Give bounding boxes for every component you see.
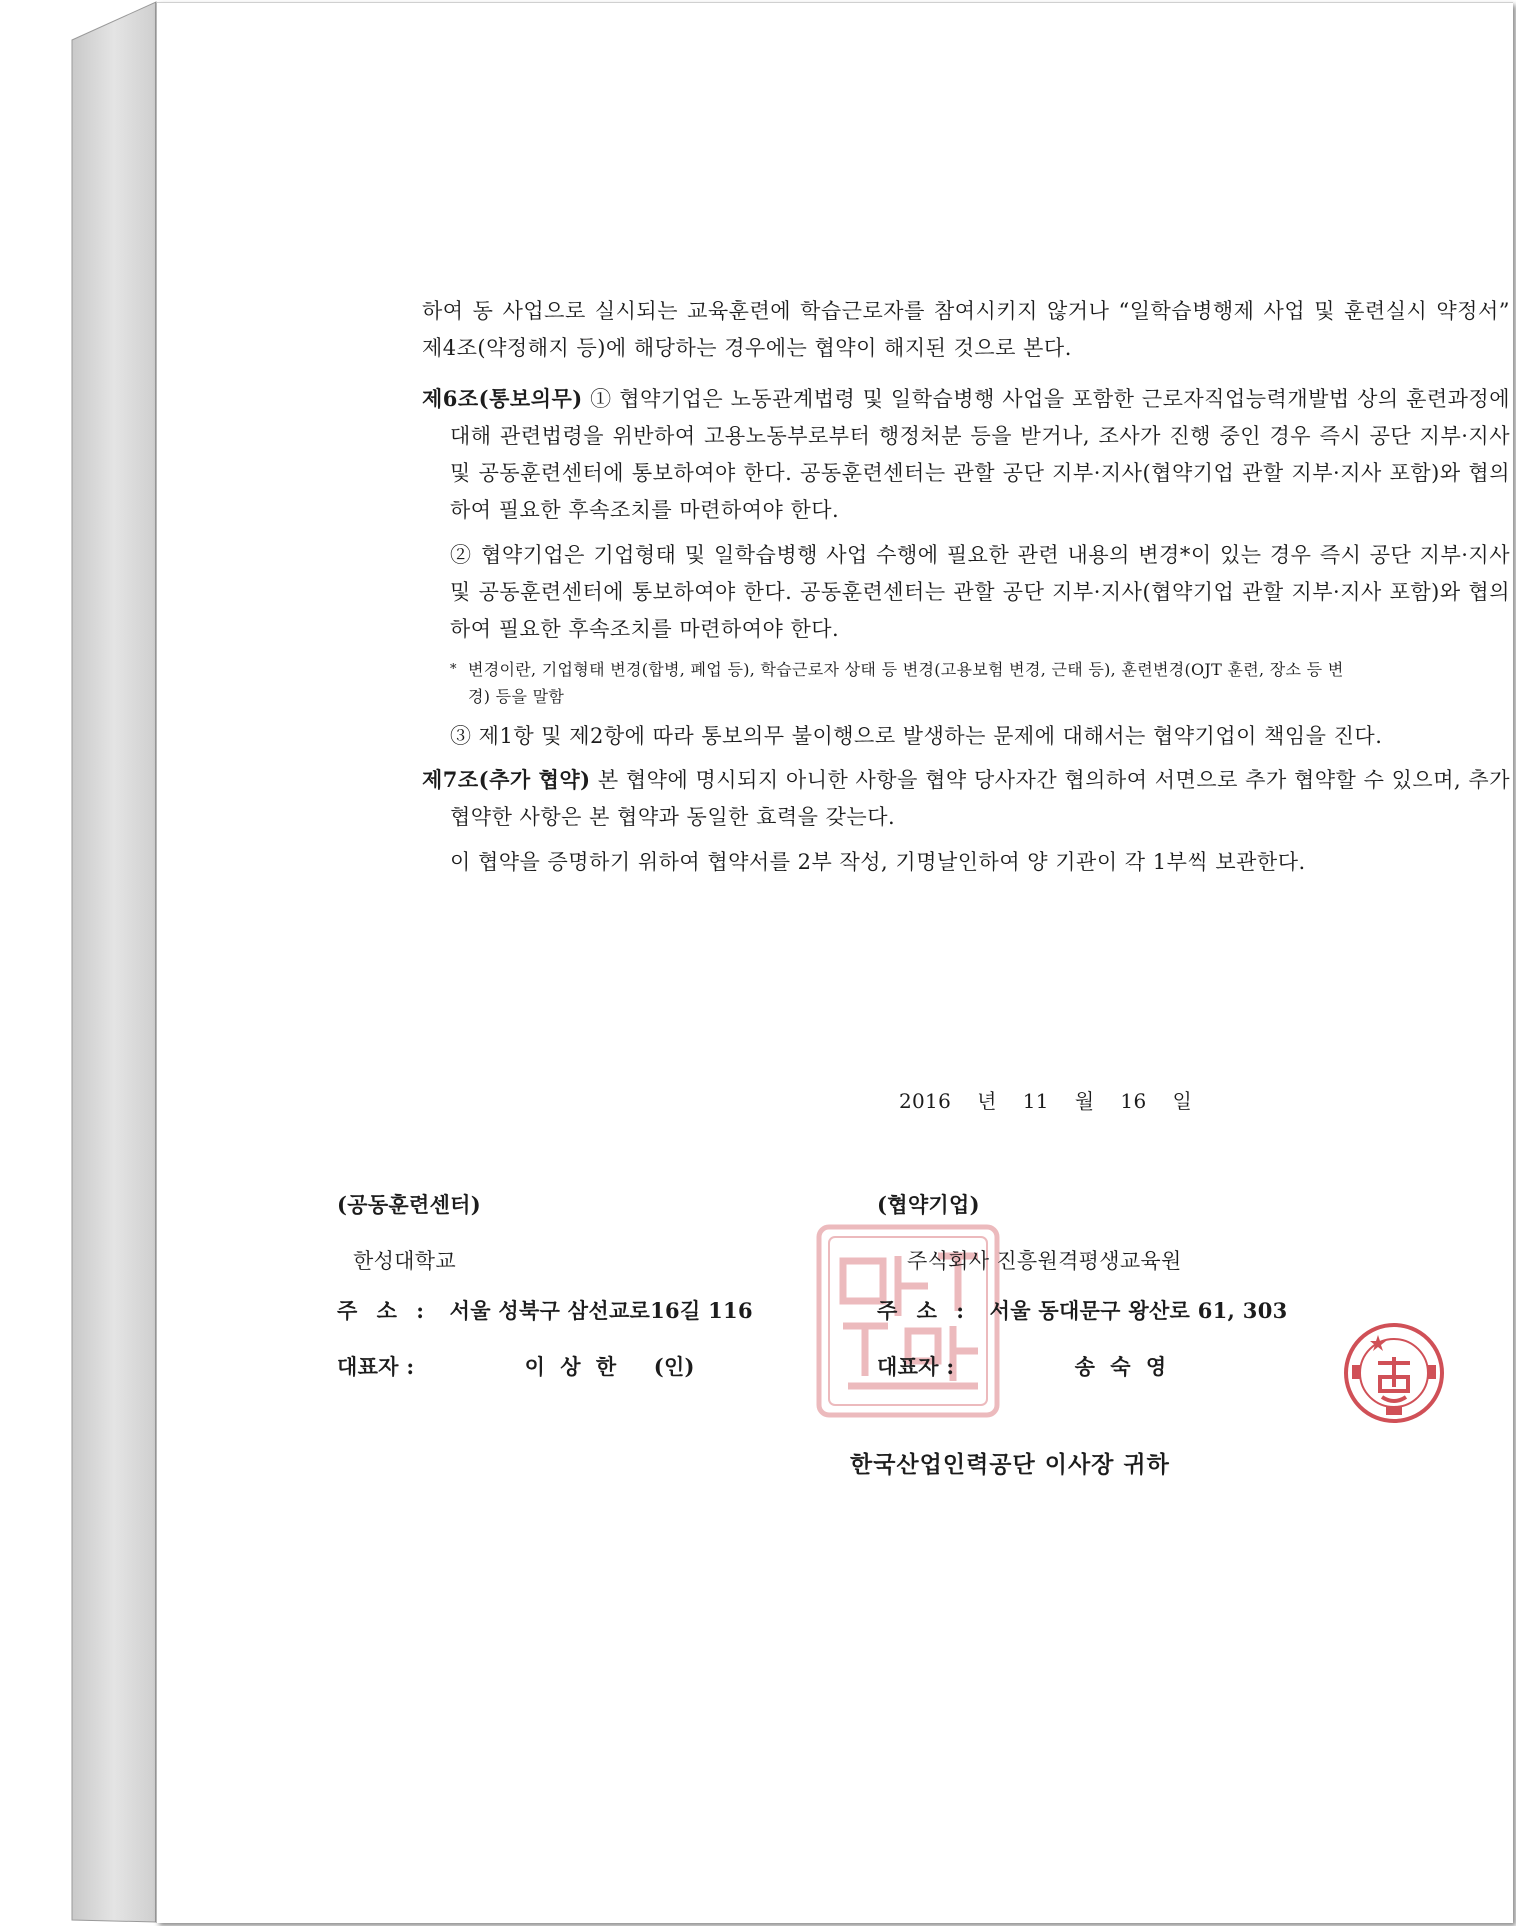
partner-company-rep-row [877,1351,1288,1381]
article-6 [422,380,1510,529]
addressee-line: 한국산업인력공단 이사장 귀하 [850,1451,1170,1478]
closing-statement: 이 협약을 증명하기 위하여 협약서를 2부 작성, 기명날인하여 양 기관이 각 1부씩 보관한다. [450,850,1306,874]
partner-company-address-row [877,1295,1288,1325]
article-6-para-3: ③ 제1항 및 제2항에 따라 통보의무 불이행으로 발생하는 문제에 대해서는 협약기업이 책임을 진다. [450,724,1383,748]
article-7-heading: 제7조(추가 협약) [422,767,591,792]
date-day: 16 [1120,1089,1147,1113]
address-label: 주 소 : [337,1298,430,1323]
footnote-text: 변경이란, 기업형태 변경(합병, 폐업 등), 학습근로자 상태 등 변경(고용보험 변경, 근태 등), 훈련변경(OJT 훈련, 장소 등 변경) 등을 말함 [468,660,1344,706]
date-day-unit: 일 [1172,1089,1193,1113]
training-center-block [337,1189,753,1407]
date-month-unit: 월 [1074,1089,1095,1113]
training-center-address: 서울 성북구 삼선교로16길 116 [449,1298,753,1323]
address-label: 주 소 : [877,1298,970,1323]
article-6-footnote [422,656,1510,710]
date-month: 11 [1022,1089,1049,1113]
partner-company-heading: (협약기업) [877,1192,980,1217]
date-year: 2016 [899,1089,952,1113]
training-center-rep-name: 이 상 한 [524,1354,621,1379]
partner-company-address: 서울 동대문구 왕산로 61, 303 [989,1298,1288,1323]
article-6-para-1: ① 협약기업은 노동관계법령 및 일학습병행 사업을 포함한 근로자직업능력개발법 상의 훈련과정에 대해 관련법령을 위반하여 고용노동부로부터 행정처분 등을 받거나, 조사가 진행 중인 경우 즉시 공단 지부·지사 및 공동훈련센터에 통보하여야 한다. 공동훈련센터는 관할 공단 지부·지사(협약기업 관할 지부·지사 포함)와 협의하여 필요한 후속조치를 마련하여야 한다. [450,387,1510,522]
partner-company-block [877,1189,1288,1407]
closing-statement-block [422,844,1510,881]
document-page [156,2,1513,1923]
training-center-address-row [337,1295,753,1325]
continuation-paragraph [422,293,1510,367]
article-7-text: 본 협약에 명시되지 아니한 사항을 협약 당사자간 협의하여 서면으로 추가 협약할 수 있으며, 추가 협약한 사항은 본 협약과 동일한 효력을 갖는다. [450,768,1510,829]
article-6-heading: 제6조(통보의무) [422,386,583,411]
seal-mark: (인) [653,1354,695,1379]
training-center-rep-row [337,1351,753,1381]
article-6-para-2: ② 협약기업은 기업형태 및 일학습병행 사업 수행에 필요한 관련 내용의 변경*이 있는 경우 즉시 공단 지부·지사 및 공동훈련센터에 통보하여야 한다. 공동훈련센터는 관할 공단 지부·지사(협약기업 관할 지부·지사 포함)와 협의하여 필요한 후속조치를 마련하여야 한다. [450,543,1510,641]
partner-company-name: 주식회사 진흥원격평생교육원 [907,1249,1182,1273]
document-body [422,293,1510,881]
training-center-heading: (공동훈련센터) [337,1192,481,1217]
footnote-marker: * [450,662,457,677]
article-7 [422,761,1510,836]
rep-label: 대표자 : [337,1354,415,1379]
article-6-para-2-block [422,537,1510,648]
rep-label: 대표자 : [877,1354,955,1379]
company-seal-stamp [1342,1321,1446,1425]
training-center-name: 한성대학교 [353,1249,456,1273]
continuation-text: 하여 동 사업으로 실시되는 교육훈련에 학습근로자를 참여시키지 않거나 “일학습병행제 사업 및 훈련실시 약정서” 제4조(약정해지 등)에 해당하는 경우에는 협약이 해지된 것으로 본다. [422,299,1510,360]
date-year-unit: 년 [977,1089,997,1113]
signing-date [899,1085,1192,1114]
article-6-para-3-block [422,718,1510,755]
partner-company-rep-name: 송 숙 영 [1074,1354,1171,1379]
